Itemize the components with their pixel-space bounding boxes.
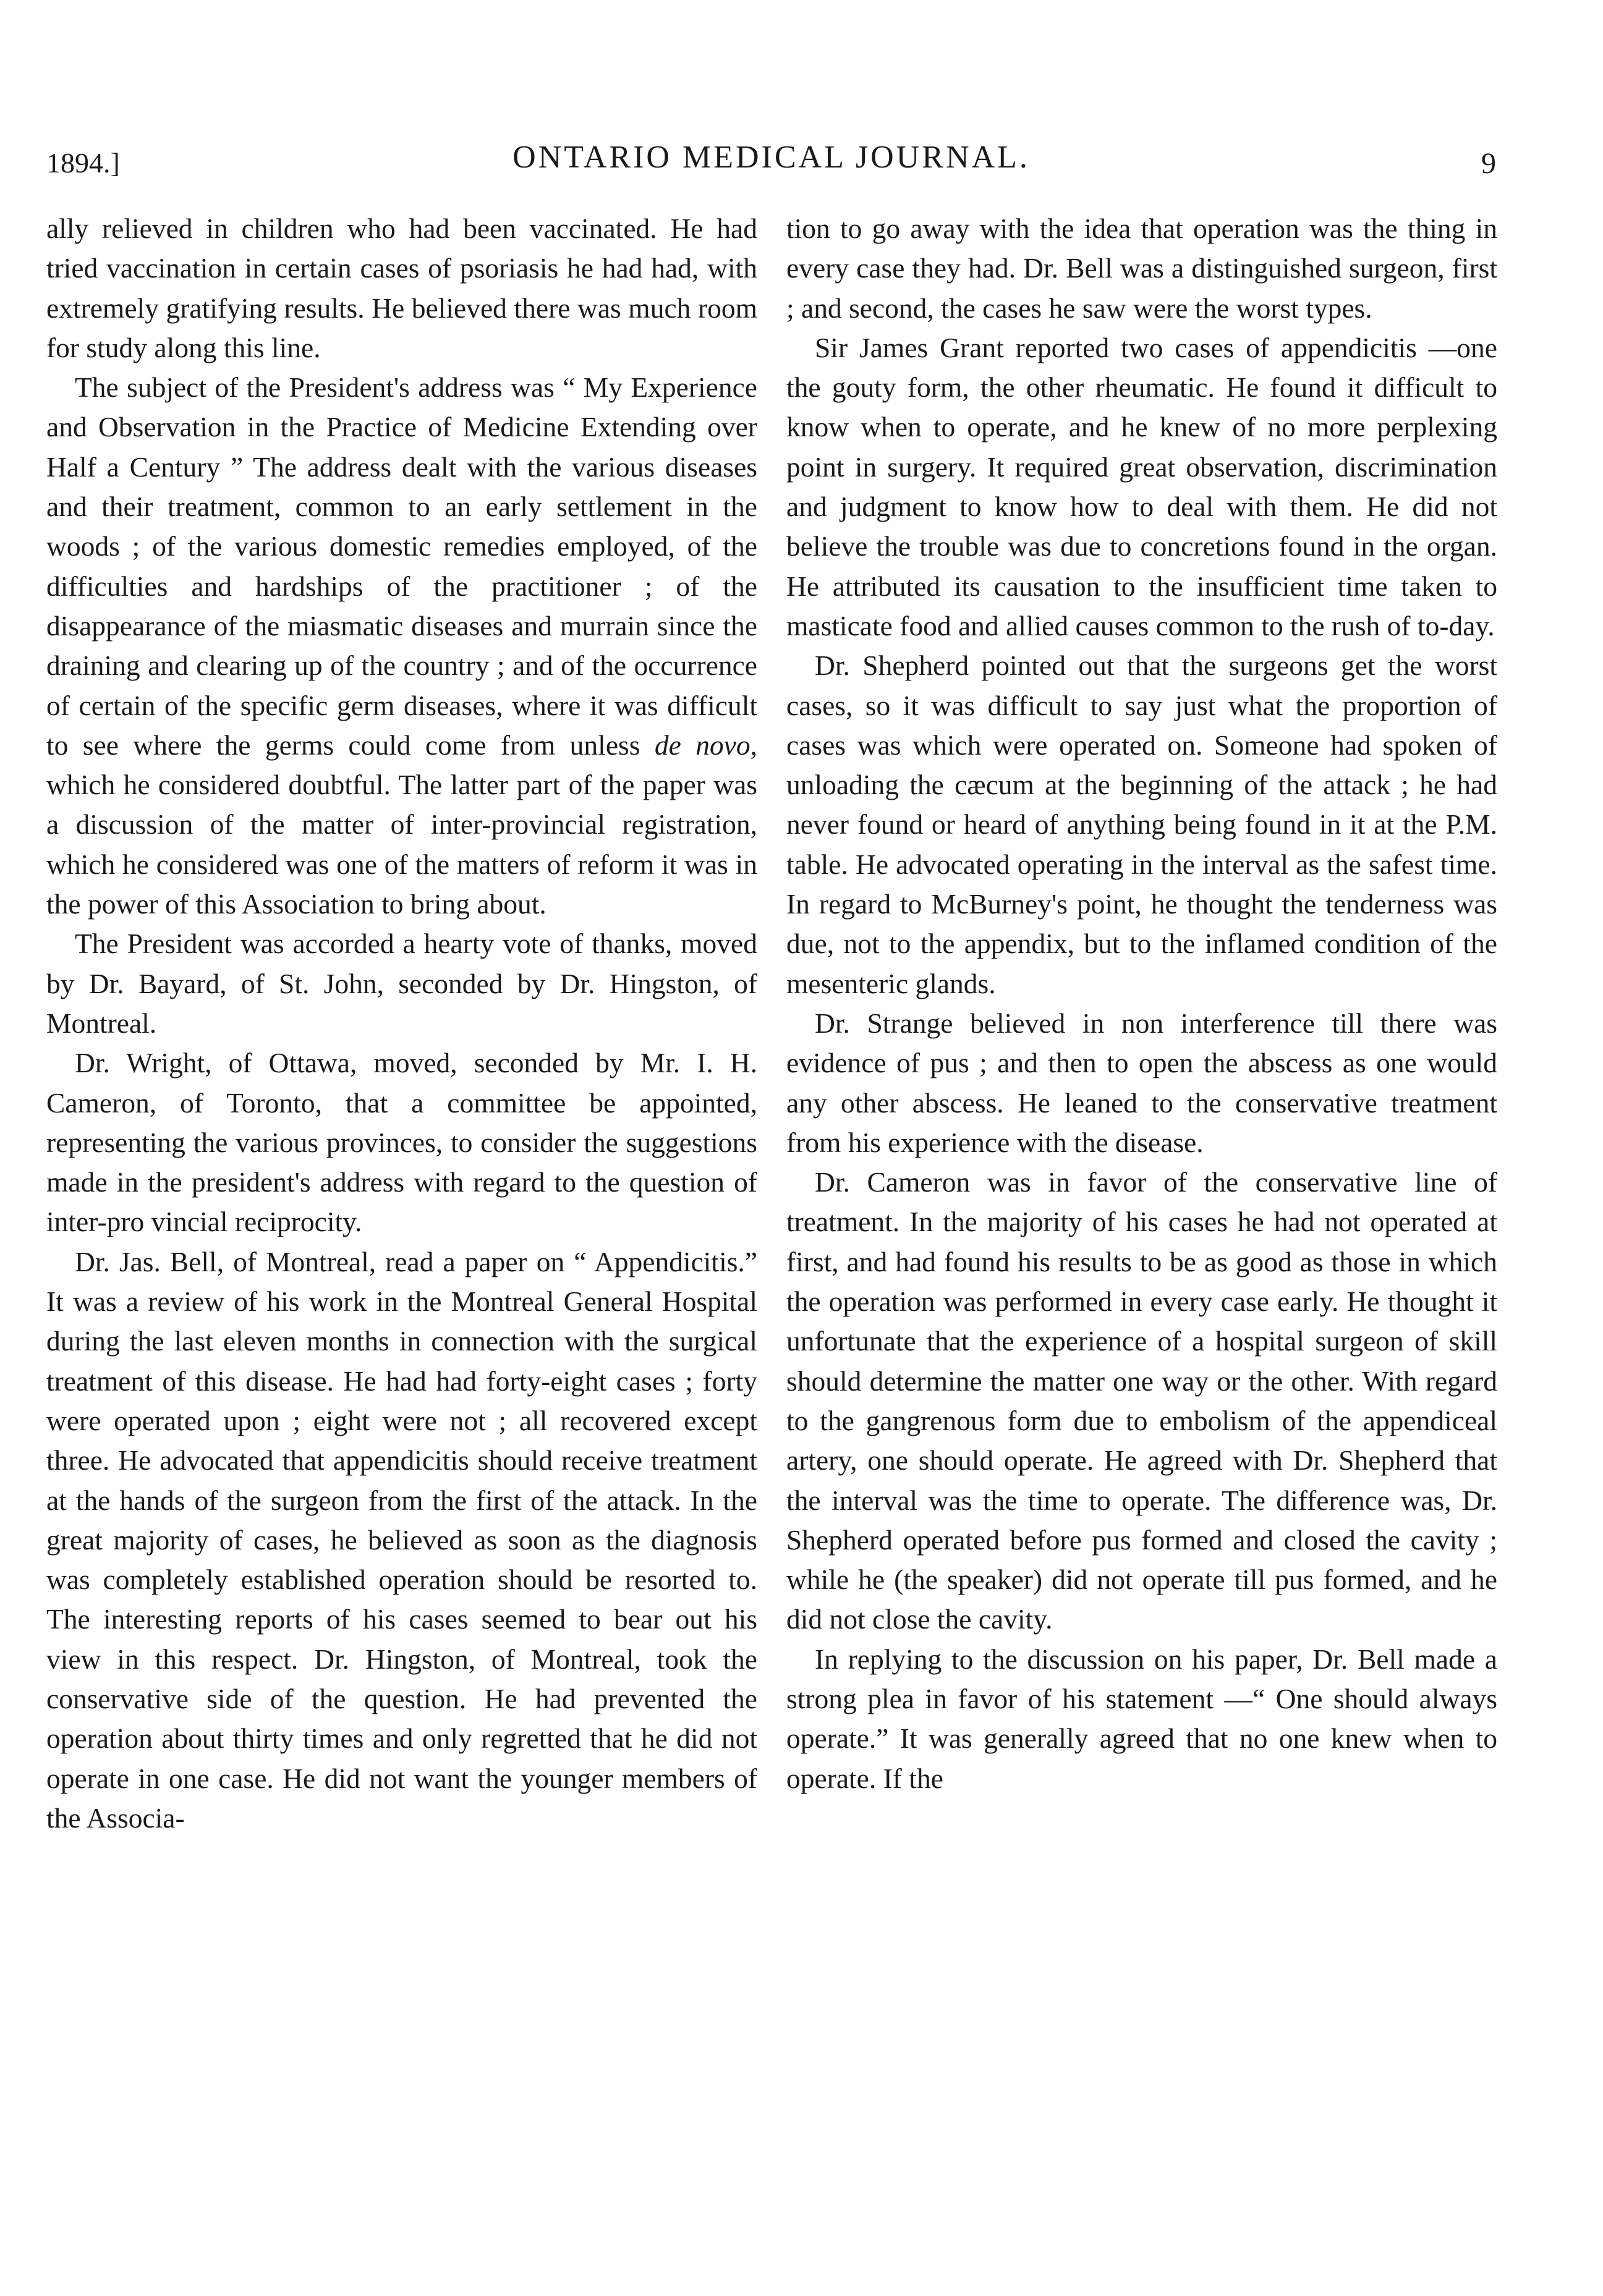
paragraph-vote-of-thanks: The President was accorded a hearty vote of thanks, moved by Dr. Bayard, of St. John, seconded by Dr. Hingston, of Montreal. (46, 928, 757, 1039)
journal-title: ONTARIO MEDICAL JOURNAL. (512, 140, 1030, 175)
italic-de-novo: de novo (654, 729, 750, 761)
left-column (46, 209, 757, 1838)
paragraph-bell-continued: tion to go away with the idea that operation was the thing in every case they had. Dr. Bell was a distinguished surgeon, first ; and second, the cases he saw were the worst types. (786, 213, 1497, 324)
paragraph-vaccination-continued: ally relieved in children who had been vaccinated. He had tried vaccination in certain cases of psoriasis he had had, with extremely gratifying results. He believed there was much room for study along this line. (46, 213, 757, 363)
paragraph-strange: Dr. Strange believed in non interference till there was evidence of pus ; and then to open the abscess as one would any other abscess. He leaned to the conservative treatment from his experience with the disease. (786, 1007, 1497, 1158)
right-column (786, 209, 1497, 1798)
paragraph-committee-motion: Dr. Wright, of Ottawa, moved, seconded by Mr. I. H. Cameron, of Toronto, that a committee be appointed, representing the various provinces, to consider the suggestions made in the president's address with regard to the question of inter-pro vincial reciprocity. (46, 1047, 757, 1238)
paragraph-shepherd: Dr. Shepherd pointed out that the surgeons get the worst cases, so it was difficult to say just what the proportion of cases was which were operated on. Someone had spoken of unloading the cæcum at the beginning of the attack ; he had never found or heard of anything being found in it at the P.M. table. He advocated operating in the interval as the safest time. In regard to McBurney's point, he thought the tenderness was due, not to the appendix, but to the inflamed condition of the mesenteric glands. (786, 650, 1497, 999)
text-span: , which he considered doubtful. The latter part of the paper was a discussion of the matter of inter-provincial registration, which he considered was one of the matters of reform it was in the power of this Association to bring about. (46, 729, 758, 920)
paragraph-bell-reply: In replying to the discussion on his paper, Dr. Bell made a strong plea in favor of his statement —“ One should always operate.” It was generally agreed that no one knew when to operate. If the (786, 1643, 1497, 1794)
text-span: The subject of the President's address was “ My Experience and Observation in the Practice of Medicine Extending over Half a Century ” The address dealt with the various diseases and their treatment, common to an early settlement in the woods ; of the various domestic remedies employed, of the difficulties and hardships of the practitioner ; of the disappearance of the miasmatic diseases and murrain since the draining and clearing up of the country ; and of the occurrence of certain of the specific germ diseases, where it was difficult to see where the germs could come from unless (46, 371, 757, 761)
paragraph-cameron: Dr. Cameron was in favor of the conservative line of treatment. In the majority of his cases he had not operated at first, and had found his results to be as good as those in which the operation was performed in every case early. He thought it unfortunate that the experience of a hospital surgeon of skill should determine the matter one way or the other. With regard to the gangrenous form due to embolism of the appendiceal artery, one should operate. He agreed with Dr. Shepherd that the interval was the time to operate. The difference was, Dr. Shepherd operated before pus formed and closed the cavity ; while he (the speaker) did not operate till pus formed, and he did not close the cavity. (786, 1166, 1497, 1635)
page-number: 9 (1481, 147, 1496, 180)
paragraph-james-grant: Sir James Grant reported two cases of appendicitis —one the gouty form, the other rheumatic. He found it difficult to know when to operate, and he knew of no more perplexing point in surgery. It required great observation, discrimination and judgment to know how to deal with them. He did not believe the trouble was due to concretions found in the organ. He attributed its causation to the insufficient time taken to masticate food and allied causes common to the rush of to-day. (786, 331, 1497, 642)
header-year: 1894.] (46, 147, 120, 179)
paragraph-bell-appendicitis: Dr. Jas. Bell, of Montreal, read a paper on “ Appendicitis.” It was a review of his work in the Montreal General Hospital during the last eleven months in connection with the surgical treatment of this disease. He had had forty-eight cases ; forty were operated upon ; eight were not ; all recovered except three. He advocated that appendicitis should receive treatment at the hands of the surgeon from the first of the attack. In the great majority of cases, he believed as soon as the diagnosis was completely established operation should be resorted to. The interesting reports of his cases seemed to bear out his view in this respect. Dr. Hingston, of Montreal, took the conservative side of the question. He had prevented the operation about thirty times and only regretted that he did not operate in one case. He did not want the younger members of the Associa- (46, 1245, 757, 1834)
running-header (46, 139, 1496, 182)
paragraph-presidents-address (46, 368, 757, 924)
